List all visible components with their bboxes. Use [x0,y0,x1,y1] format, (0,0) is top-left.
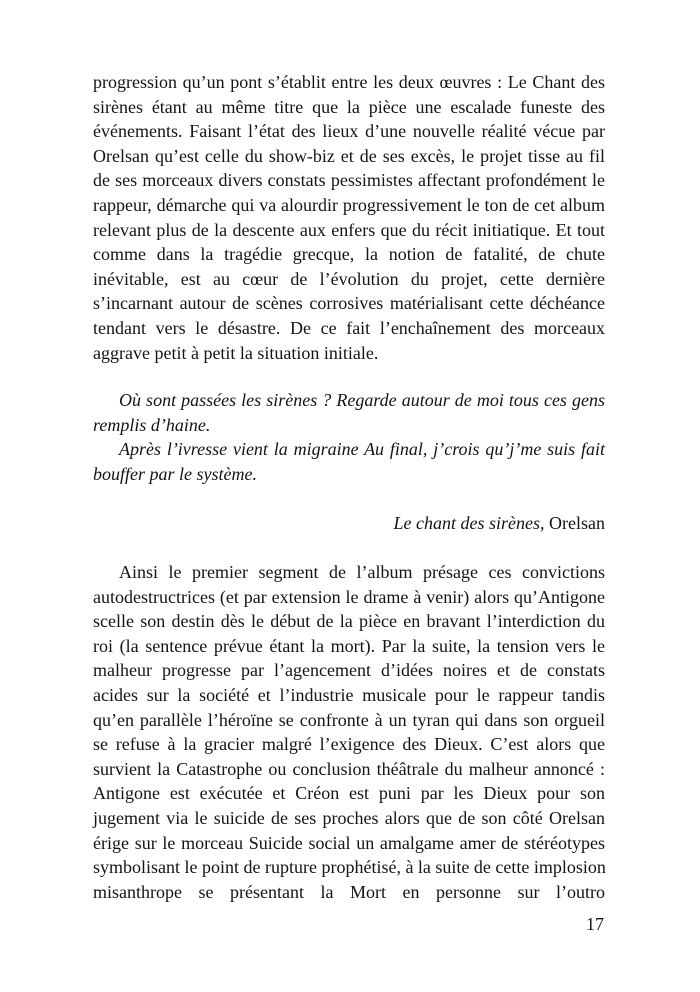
quote-line: Où sont passées les sirènes ? Regarde autour de moi tous ces gens [119,390,605,410]
text-line: sirènes étant au même titre que la pièce une escalade funeste des [93,96,605,117]
text-line: scelle son destin dès le début de la pièce en bravant l’interdiction du [93,611,605,632]
text-line: symbolisant le point de rupture prophétisé, à la suite de cette implosion [93,857,606,878]
text-line: progression qu’un pont s’établit entre les deux œuvres : Le Chant des [93,72,605,92]
text-line: aggrave petit à petit la situation initiale. [93,342,379,363]
quote-line: Après l’ivresse vient la migraine Au final, j’crois qu’j’me suis fait [119,439,605,460]
text-line: jugement via le suicide de ses proches alors que de son côté Orelsan [93,807,605,828]
text-line: survient la Catastrophe ou conclusion théâtrale du malheur annoncé : [93,758,605,779]
lyrics-quote [93,388,605,486]
text-line: événements. Faisant l’état des lieux d’une nouvelle réalité vécue par [93,121,605,142]
text-line: Ainsi le premier segment de l’album présage ces convictions [119,562,605,582]
text-line: tendant vers le désastre. De ce fait l’enchaînement des morceaux [93,317,605,338]
text-line: malheur progresse par l’agencement d’idées noires et de constats [93,660,605,681]
text-line: Orelsan qu’est celle du show-biz et de ses excès, le projet tisse au fil [93,145,605,166]
text-line: s’incarnant autour de scènes corrosives matérialisant cette déchéance [93,293,605,314]
text-line: comme dans la tragédie grecque, la notion de fatalité, de chute [93,244,605,265]
text-line: se refuse à la gracier malgré l’exigence des Dieux. C’est alors que [93,734,605,755]
quote-line: remplis d’haine. [93,414,211,435]
text-line: Antigone est exécutée et Créon est puni par les Dieux pour son [93,783,605,804]
text-line: inévitable, est au cœur de l’évolution du projet, cette dernière [93,268,605,289]
paragraph-1 [93,70,605,365]
song-author: , Orelsan [540,513,605,533]
text-line: autodestructrices (et par extension le drame à venir) alors qu’Antigone [93,586,605,607]
text-line: misanthrope se présentant la Mort en personne sur l’outro [93,881,605,902]
text-line: roi (la sentence prévue étant la mort). Par la suite, la tension vers le [93,635,605,656]
text-line: qu’en parallèle l’héroïne se confronte à un tyran qui dans son orgueil [93,709,605,730]
text-line: relevant plus de la descente aux enfers que du récit initiatique. Et tout [93,219,605,240]
text-line: érige sur le morceau Suicide social un amalgame amer de stéréotypes [93,832,605,853]
text-line: acides sur la société et l’industrie musicale pour le rappeur tandis [93,684,605,705]
quote-source [394,511,605,536]
quote-line: bouffer par le système. [93,463,257,484]
paragraph-2 [93,560,605,904]
text-line: rappeur, démarche qui va alourdir progressivement le ton de cet album [93,194,605,215]
page-number: 17 [586,914,604,934]
song-title: Le chant des sirènes [393,513,541,533]
text-line: de ses morceaux divers constats pessimistes affectant profondément le [93,170,605,191]
